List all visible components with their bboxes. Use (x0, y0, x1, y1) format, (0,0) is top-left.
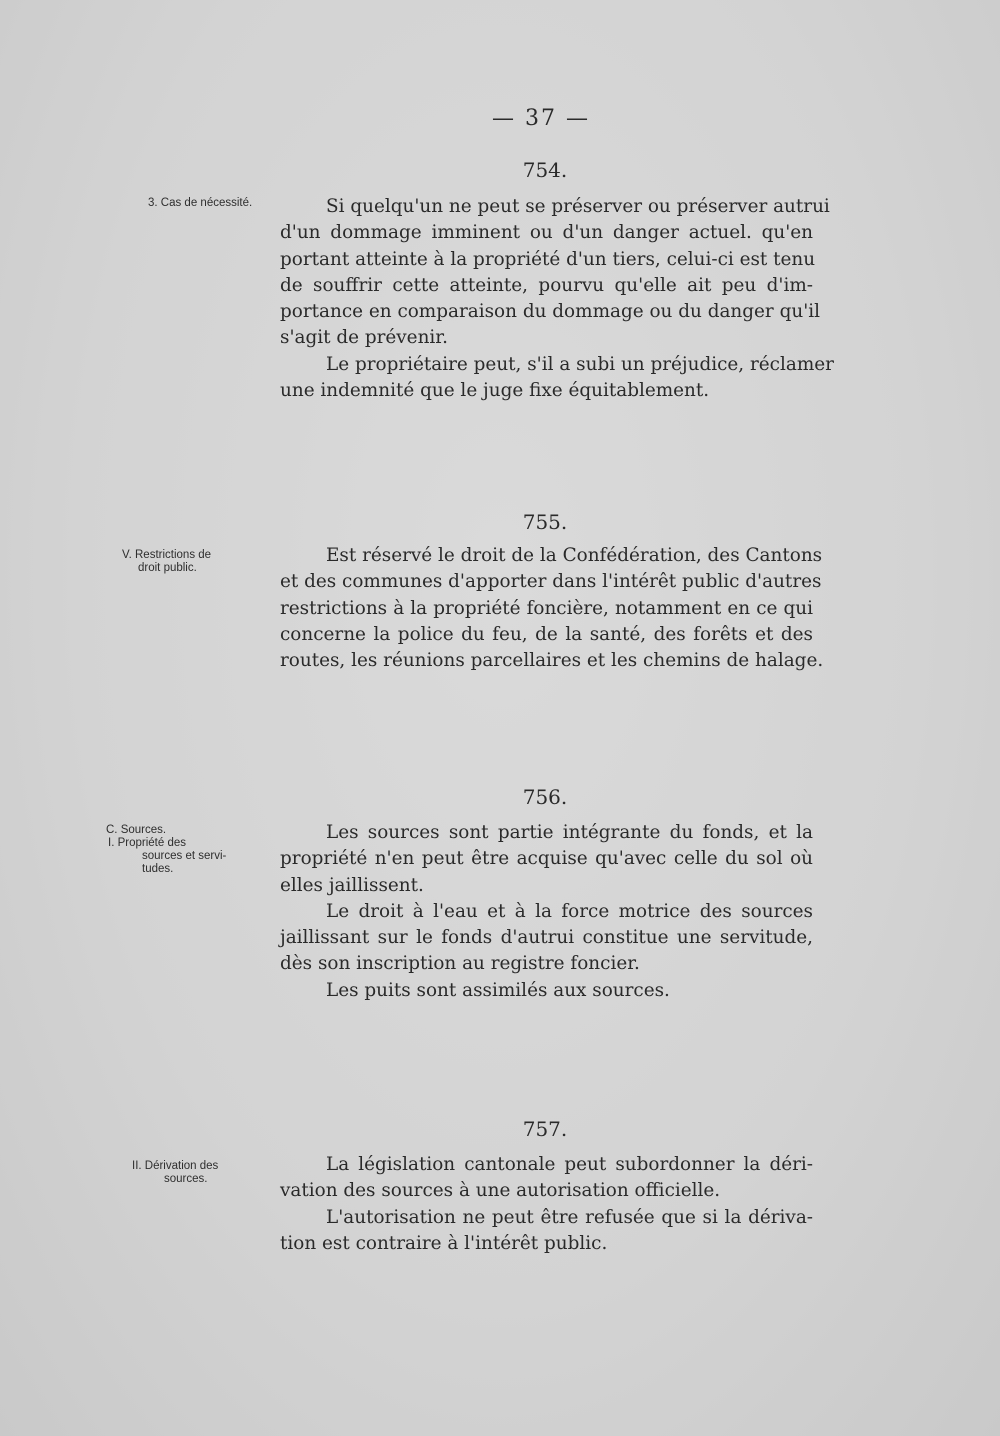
text-line: vation des sources à une autorisation officielle. (280, 1180, 721, 1202)
text-line: restrictions à la propriété foncière, notamment en ce qui (280, 597, 813, 619)
article-number: 756. (522, 785, 568, 809)
text-line: portance en comparaison du dommage ou du danger qu'il (280, 301, 821, 323)
text-line: Est réservé le droit de la Confédération, des Cantons (326, 545, 823, 566)
margin-note (122, 549, 282, 575)
text-line: de souffrir cette atteinte, pourvu qu'elle ait peu d'im- (280, 274, 813, 296)
text-line: concerne la police du feu, de la santé, des forêts et des (280, 623, 813, 645)
article-number: 755. (522, 510, 568, 534)
margin-note-line: I. Propriété des (108, 837, 186, 849)
margin-note-line: C. Sources. (106, 824, 167, 836)
article-body (280, 543, 824, 674)
text-line: Si quelqu'un ne peut se préserver ou préserver autrui (326, 196, 830, 217)
article-number: 757. (522, 1117, 568, 1141)
margin-note-line: 3. Cas de nécessité. (148, 197, 253, 209)
page-number: — 37 — (492, 106, 590, 131)
text-line: Le propriétaire peut, s'il a subi un préjudice, réclamer (326, 353, 834, 375)
text-line: une indemnité que le juge fixe équitablement. (280, 380, 710, 402)
text-line: routes, les réunions parcellaires et les chemins de halage. (280, 650, 824, 672)
text-line: L'autorisation ne peut être refusée que si la dériva- (326, 1206, 813, 1228)
text-line: et des communes d'apporter dans l'intérêt public d'autres (280, 571, 822, 593)
article-body (280, 1152, 813, 1257)
margin-note-line: droit public. (138, 562, 197, 574)
article-body (280, 194, 834, 404)
margin-note-line: sources. (164, 1173, 208, 1185)
margin-note-line: tudes. (142, 863, 174, 875)
text-line: tion est contraire à l'intérêt public. (280, 1232, 608, 1254)
text-line: Les puits sont assimilés aux sources. (326, 979, 670, 1001)
article-body (280, 820, 813, 1004)
text-line: s'agit de prévenir. (280, 327, 448, 349)
text-line: elles jaillissent. (280, 874, 424, 896)
text-line: propriété n'en peut être acquise qu'avec celle du sol où (280, 848, 813, 870)
margin-note-line: II. Dérivation des (132, 1160, 219, 1172)
margin-note (106, 824, 266, 876)
article-number: 754. (522, 158, 568, 182)
text-line: La législation cantonale peut subordonner la déri- (326, 1154, 813, 1175)
text-line: jaillissant sur le fonds d'autrui constitue une servitude, (280, 927, 813, 949)
margin-note (132, 1160, 292, 1186)
text-line: portant atteinte à la propriété d'un tiers, celui-ci est tenu (280, 248, 816, 270)
margin-note-line: sources et servi- (142, 850, 227, 862)
text-line: Les sources sont partie intégrante du fonds, et la (326, 822, 813, 843)
text-line: dès son inscription au registre foncier. (280, 953, 640, 975)
text-line: d'un dommage imminent ou d'un danger actuel. qu'en (280, 222, 813, 244)
text-line: Le droit à l'eau et à la force motrice des sources (326, 900, 813, 922)
margin-note-line: V. Restrictions de (122, 549, 212, 561)
